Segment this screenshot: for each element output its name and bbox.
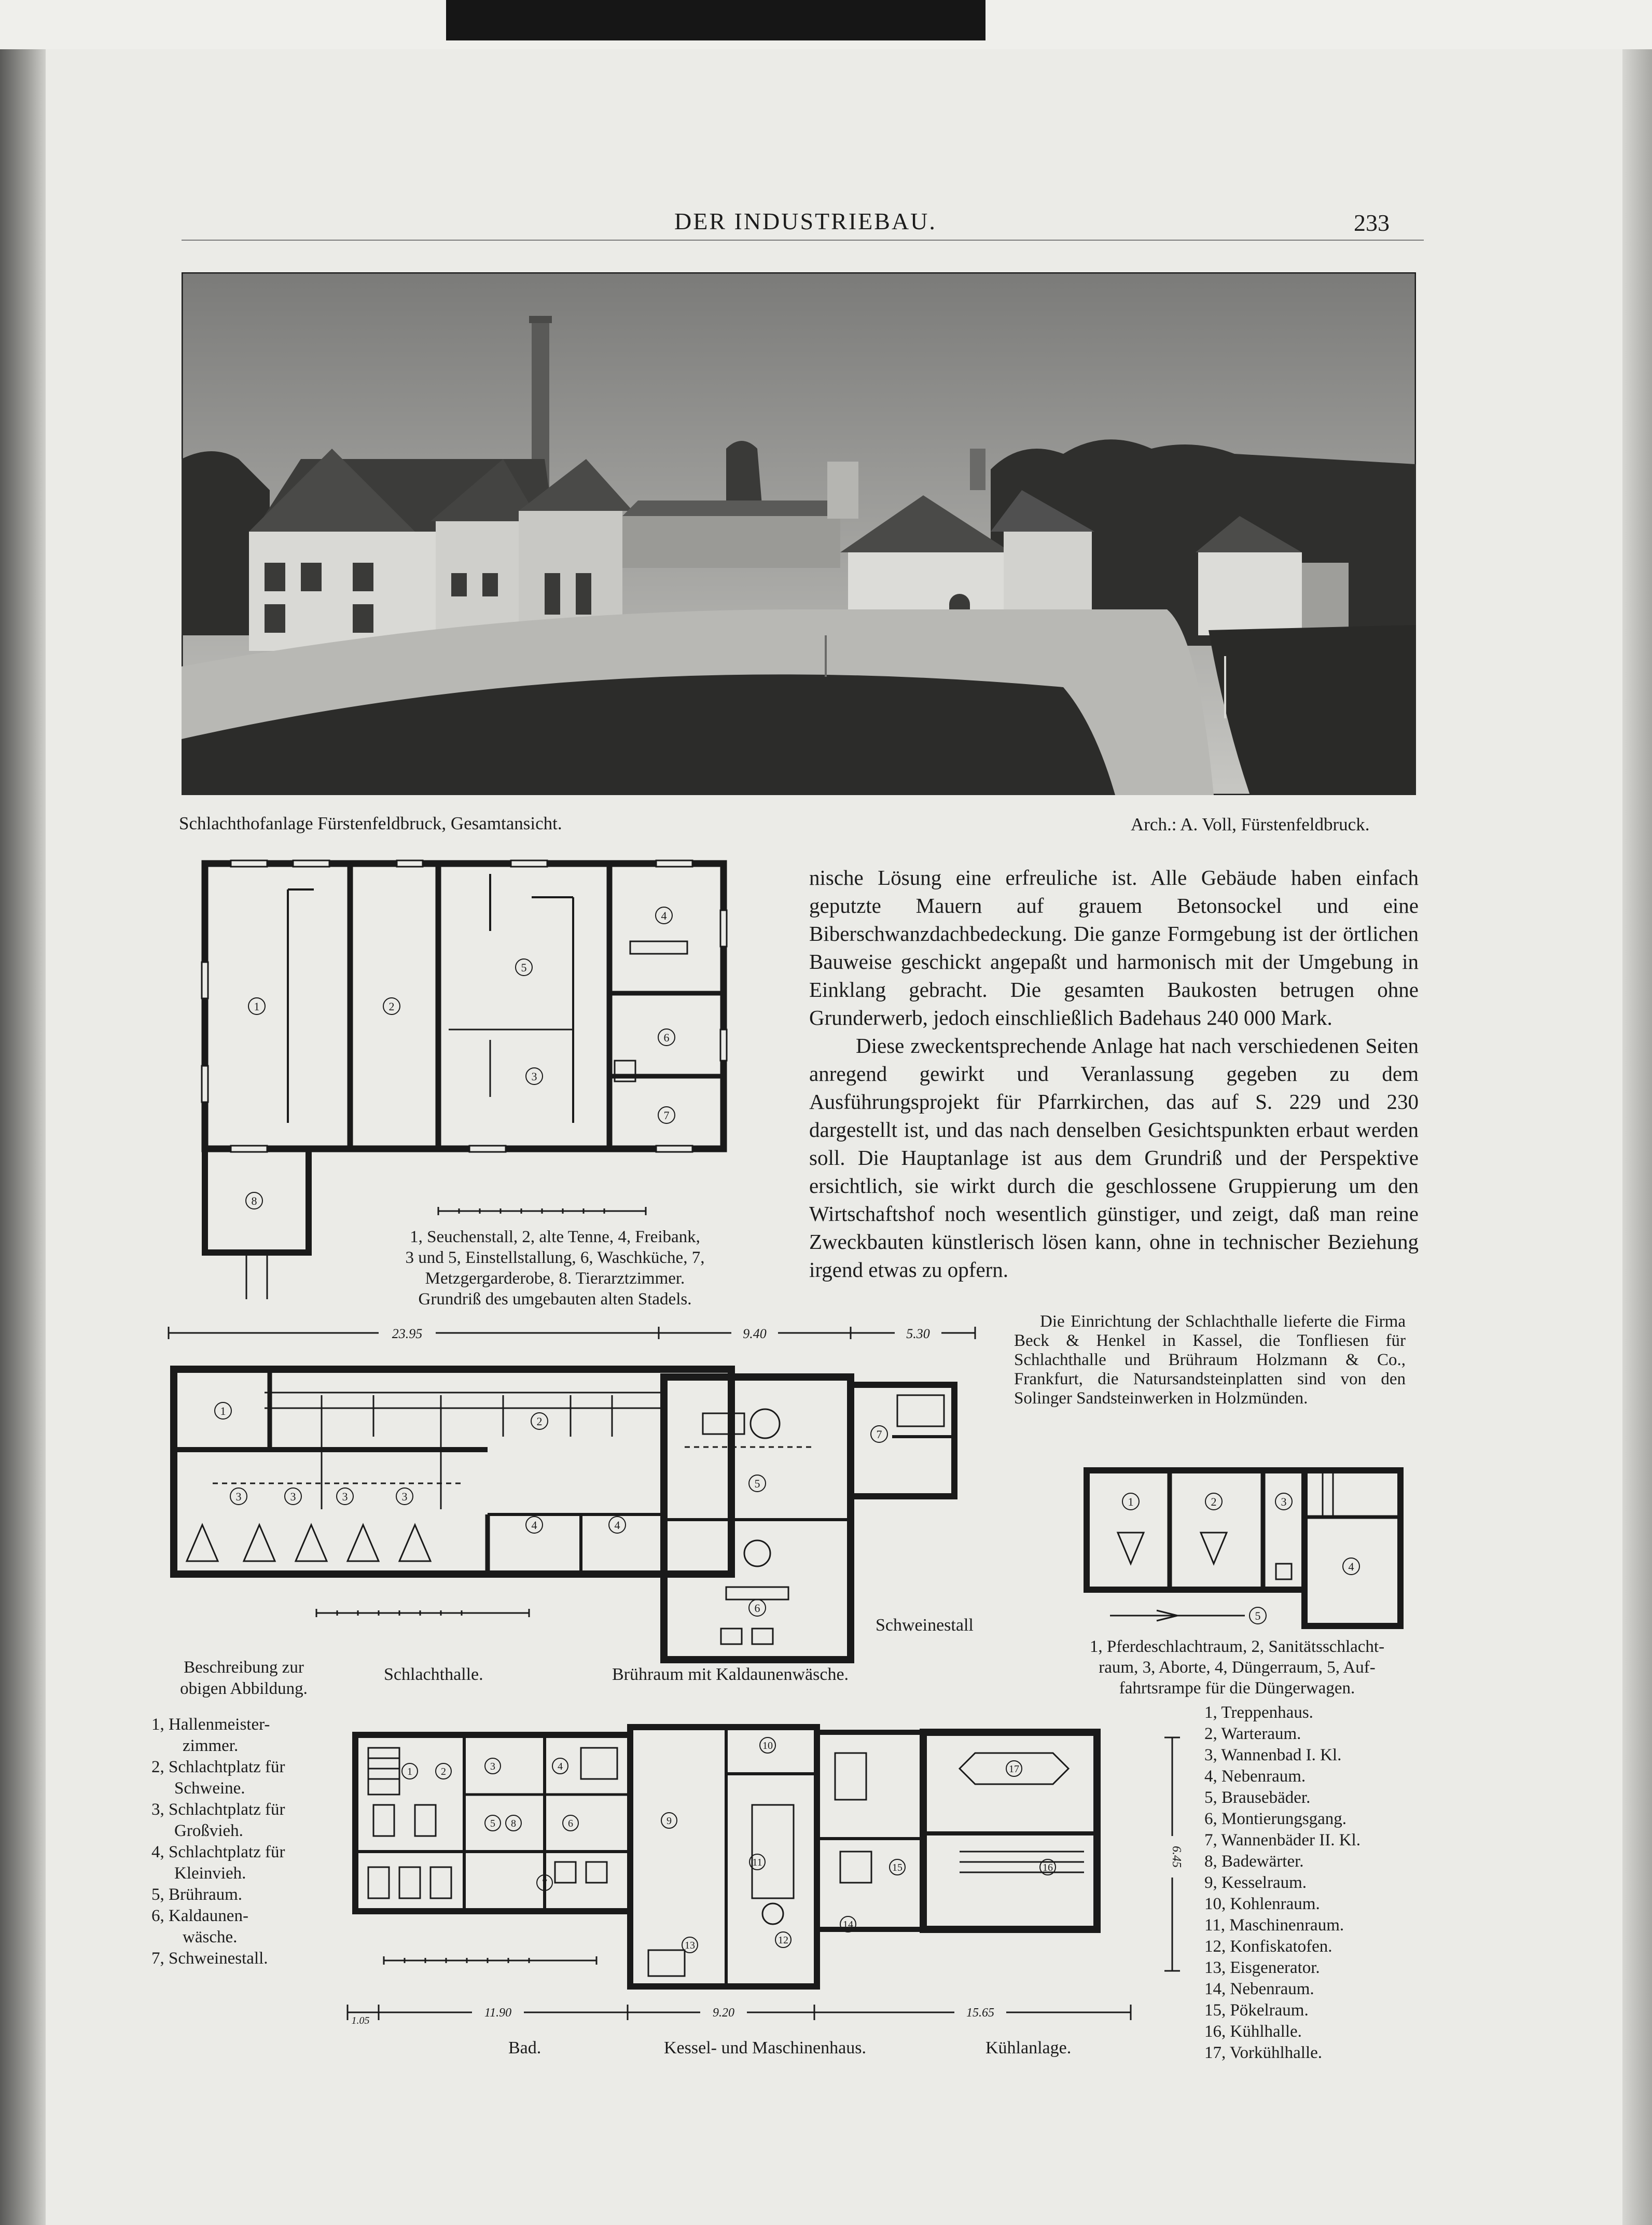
legend-item: 11, Maschinenraum.	[1204, 1916, 1344, 1935]
room-number: 4	[1348, 1560, 1354, 1573]
stadel-caption	[363, 1227, 747, 1310]
room-number: 5	[754, 1477, 760, 1490]
floor-plan-horse-slaughter	[1079, 1460, 1411, 1636]
room-number: 7	[663, 1109, 670, 1122]
legend-item: 2, Warteraum.	[1204, 1725, 1301, 1743]
legend-item: 5, Brühraum.	[151, 1885, 243, 1904]
legend-item: 1, Hallenmeister- zimmer.	[151, 1715, 270, 1755]
room-number: 3	[490, 1761, 495, 1772]
room-number: 3	[342, 1490, 348, 1503]
room-number: 12	[778, 1935, 788, 1946]
room-number: 3	[531, 1070, 537, 1083]
caption-title: Grundriß des umgebauten alten Stadels.	[418, 1290, 692, 1309]
room-number: 16	[1043, 1862, 1053, 1873]
article-text	[809, 864, 1419, 1284]
legend-item: 16, Kühlhalle.	[1204, 2022, 1302, 2041]
dimension: 1.05	[351, 2015, 370, 2026]
legend-item: 10, Kohlenraum.	[1204, 1895, 1320, 1913]
label-schweinestall: Schweinestall	[876, 1616, 974, 1635]
room-number: 4	[614, 1519, 620, 1532]
legend-item: 4, Nebenraum.	[1204, 1767, 1306, 1786]
scan-dark-band	[446, 0, 985, 40]
legend-item: 15, Pökelraum.	[1204, 2001, 1309, 2020]
room-number: 6	[568, 1818, 573, 1829]
page-number: 233	[1354, 210, 1390, 236]
dimension: 11.90	[484, 2006, 512, 2020]
floor-plan-bath-boiler-cooling	[337, 1717, 1188, 2038]
caption-line: raum, 3, Aborte, 4, Düngerraum, 5, Auf-	[1099, 1658, 1376, 1677]
legend-item: 8, Badewärter.	[1204, 1852, 1304, 1871]
room-number: 14	[843, 1919, 853, 1930]
room-number: 11	[752, 1857, 762, 1868]
side-plan-caption	[1053, 1636, 1421, 1699]
label-bruehraum: Brühraum mit Kaldaunenwäsche.	[612, 1665, 849, 1684]
room-number: 17	[1009, 1763, 1019, 1775]
room-number: 7	[876, 1428, 882, 1441]
label-schlachthalle: Schlachthalle.	[384, 1665, 483, 1684]
legend-item: 4, Schlachtplatz für Kleinvieh.	[151, 1843, 285, 1883]
paragraph: Diese zweckentsprechende Anlage hat nach verschiedenen Seiten anregend gewirkt und Veranlassung gegeben zu dem Ausführungsprojekt für Pfarrkirchen, das auf S. 229 und 230 dargestellt ist, und das nach denselben Gesichtspunkten erbaut werden soll. Die Hauptanlage ist aus dem Grundriß und der Perspektive ersichtlich, sie wirkt durch die geschlossene Gruppierung um den Wirtschaftshof noch wesentlich günstiger, und zeigt, daß man reine Zweckbauten künstlerisch lösen kann, ohne in technischer Beziehung irgend etwas zu opfern.	[809, 1034, 1419, 1282]
caption-line: Metzgergarderobe, 8. Tierarztzimmer.	[425, 1269, 685, 1288]
label-bad: Bad.	[508, 2038, 542, 2057]
room-number: 7	[542, 1878, 547, 1889]
running-header: DER INDUSTRIEBAU.	[674, 208, 937, 234]
label-kuehlanlage: Kühlanlage.	[985, 2038, 1072, 2057]
caption-line: fahrtsrampe für die Düngerwagen.	[1119, 1679, 1355, 1698]
room-number: 5	[521, 961, 527, 974]
dimension: 9.20	[713, 2006, 734, 2020]
room-number: 1	[220, 1404, 226, 1417]
book-gutter	[0, 49, 46, 2225]
legend-heading-line: obigen Abbildung.	[180, 1679, 308, 1698]
room-number: 6	[663, 1031, 670, 1044]
legend-item: 7, Schweinestall.	[151, 1949, 268, 1968]
room-number: 13	[685, 1940, 695, 1951]
caption-line: 1, Seuchenstall, 2, alte Tenne, 4, Freibank,	[410, 1228, 700, 1246]
legend-item: 7, Wannenbäder II. Kl.	[1204, 1831, 1361, 1849]
dimension: 15.65	[966, 2006, 994, 2020]
room-number: 8	[251, 1194, 257, 1207]
legend-item: 2, Schlachtplatz für Schweine.	[151, 1758, 285, 1798]
dimension: 9.40	[743, 1326, 767, 1341]
legend-heading	[161, 1657, 327, 1700]
legend-item: 1, Treppenhaus.	[1204, 1703, 1313, 1722]
legend-item: 9, Kesselraum.	[1204, 1873, 1307, 1892]
legend-item: 17, Vorkühlhalle.	[1204, 2043, 1323, 2062]
legend-item: 6, Kaldaunen- wäsche.	[151, 1907, 248, 1946]
paragraph: nische Lösung eine erfreuliche ist. Alle Gebäude haben einfach geputzte Mauern auf grauem Betonsockel und eine Biberschwanzdachbedeckung. Die ganze Formgebung ist der örtlichen Bauweise geschickt angepaßt und harmonisch mit der Umgebung in Einklang gebracht. Die gesamten Baukosten betrugen ohne Grunderwerb, jedoch einschließlich Badehaus 240 000 Mark.	[809, 866, 1419, 1030]
room-number: 4	[661, 909, 667, 922]
legend-item: 6, Montierungsgang.	[1204, 1810, 1347, 1828]
site-photograph	[182, 272, 1416, 795]
legend-item: 12, Konfiskatofen.	[1204, 1937, 1332, 1956]
room-number: 8	[511, 1818, 516, 1829]
legend-item: 5, Brausebäder.	[1204, 1788, 1311, 1807]
legend-item: 14, Nebenraum.	[1204, 1980, 1314, 1998]
room-number: 4	[558, 1761, 563, 1772]
legend-right-list	[1204, 1702, 1422, 2064]
footnote: Die Einrichtung der Schlachthalle lieferte die Firma Beck & Henkel in Kassel, die Tonfliesen für Schlachthalle und Brühraum Holzmann & Co., Frankfurt, die Natursandsteinplatten sind von den Solinger Sandsteinwerken in Holzmünden.	[1014, 1312, 1406, 1408]
room-number: 2	[1211, 1495, 1217, 1508]
legend-item: 3, Schlachtplatz für Großvieh.	[151, 1800, 285, 1840]
room-number: 1	[407, 1766, 412, 1777]
page-edge-shadow	[1622, 49, 1652, 2225]
header-rule	[182, 240, 1424, 241]
room-number: 9	[667, 1815, 672, 1827]
architect-credit: Arch.: A. Voll, Fürstenfeldbruck.	[1131, 814, 1370, 835]
room-number: 2	[441, 1766, 446, 1777]
caption-line: 3 und 5, Einstellstallung, 6, Waschküche, 7,	[405, 1248, 705, 1267]
label-kesselhaus: Kessel- und Maschinenhaus.	[664, 2038, 866, 2057]
room-number: 3	[1281, 1495, 1287, 1508]
photo-caption: Schlachthofanlage Fürstenfeldbruck, Gesamtansicht.	[179, 813, 562, 833]
floor-plan-slaughterhouse	[166, 1317, 985, 1675]
dimension: 5.30	[906, 1326, 930, 1341]
room-number: 6	[754, 1602, 760, 1615]
room-number: 5	[490, 1818, 495, 1829]
dimension: 23.95	[392, 1326, 423, 1341]
dimension: 6.45	[1170, 1846, 1183, 1868]
room-number: 4	[531, 1519, 537, 1532]
room-number: 3	[235, 1490, 242, 1503]
caption-line: 1, Pferdeschlachtraum, 2, Sanitätsschlacht-	[1089, 1637, 1385, 1656]
room-number: 1	[1128, 1495, 1134, 1508]
room-number: 15	[892, 1862, 903, 1873]
room-number: 10	[762, 1740, 773, 1751]
room-number: 2	[536, 1415, 543, 1428]
room-number: 1	[254, 1000, 260, 1013]
room-number: 3	[290, 1490, 296, 1503]
legend-left-list	[151, 1714, 328, 1969]
legend-item: 13, Eisgenerator.	[1204, 1958, 1320, 1977]
room-number: 2	[388, 1000, 395, 1013]
room-number: 3	[401, 1490, 408, 1503]
legend-heading-line: Beschreibung zur	[184, 1658, 304, 1677]
room-number: 5	[1255, 1609, 1261, 1622]
legend-item: 3, Wannenbad I. Kl.	[1204, 1746, 1342, 1764]
